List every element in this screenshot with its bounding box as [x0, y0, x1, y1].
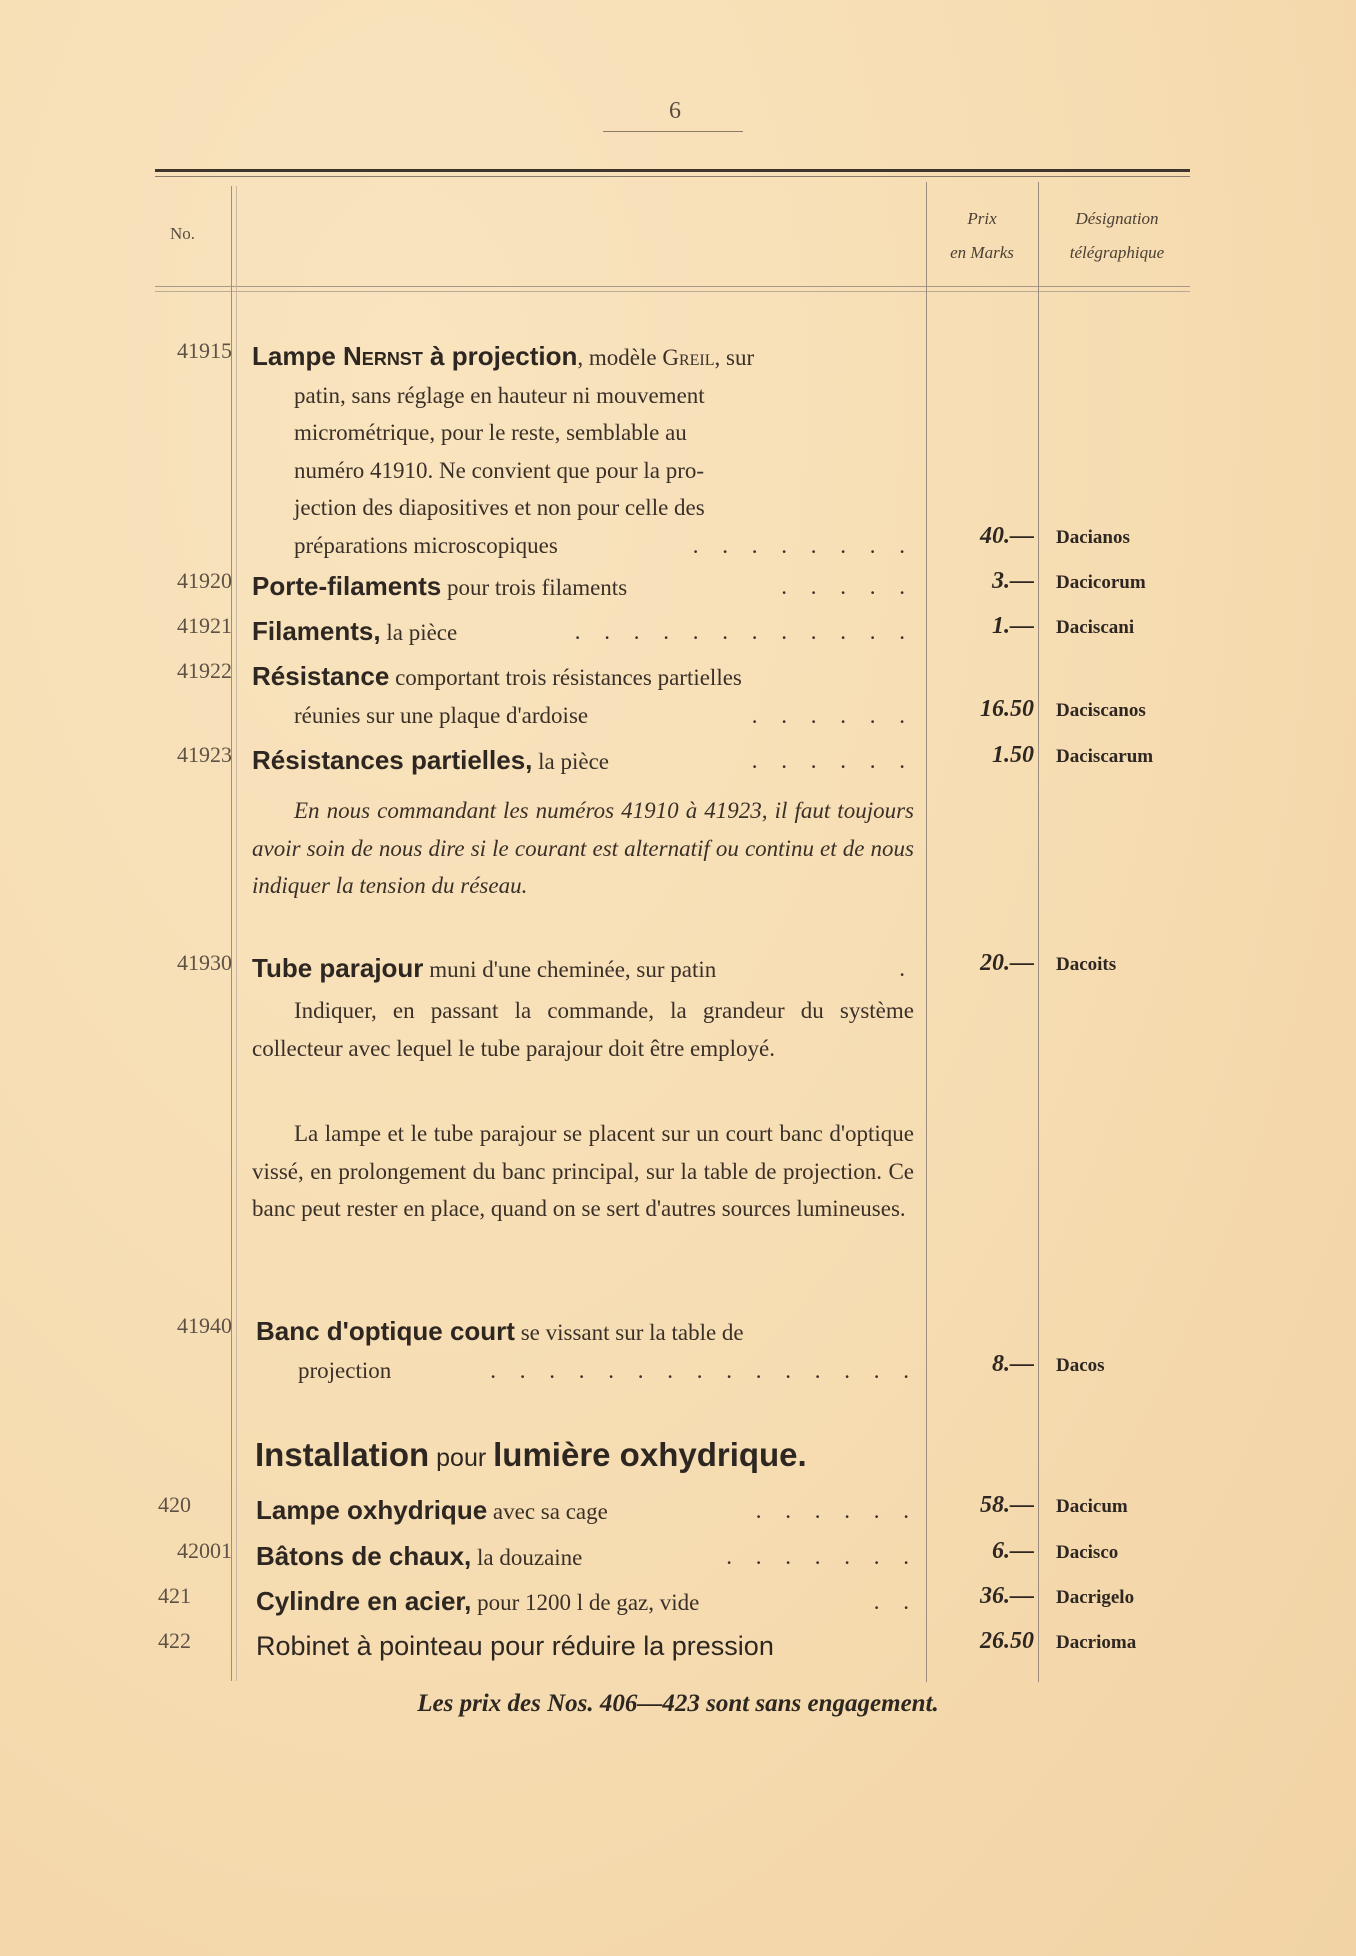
item-title: Tube parajour	[252, 953, 424, 983]
item-number: 41923	[177, 742, 232, 767]
item-number: 41930	[177, 950, 232, 975]
leader-dots: . . . . . . . .	[692, 532, 914, 558]
item-description	[256, 1628, 918, 1667]
item-text: , sur	[714, 345, 755, 370]
item-number: 41915	[177, 338, 232, 363]
item-telegraph-code: Dacrigelo	[1056, 1587, 1135, 1608]
item-number: 41940	[177, 1313, 232, 1338]
item-price: 16.50	[980, 696, 1034, 722]
item-text-line	[252, 527, 914, 565]
item-text: muni d'une cheminée, sur patin	[423, 957, 717, 982]
item-title: Filaments,	[252, 616, 381, 646]
item-number: 41921	[177, 613, 232, 638]
item-description	[256, 1538, 918, 1577]
leader-dots: . . . . . .	[751, 748, 914, 773]
column-header-price-line2: en Marks	[950, 243, 1014, 262]
footer-note: Les prix des Nos. 406—423 sont sans engagement.	[417, 1690, 939, 1717]
leader-dots: . . . . . . . . . . . . . . .	[490, 1357, 918, 1383]
item-text: comportant trois résistances partielles	[389, 665, 742, 690]
item-line	[252, 950, 716, 989]
item-title: Résistance	[252, 661, 390, 691]
item-number: 42001	[177, 1538, 232, 1563]
column-header-price	[930, 202, 1034, 270]
item-text: projection	[298, 1357, 392, 1383]
item-line	[252, 613, 457, 652]
item-price: 6.—	[992, 1538, 1034, 1564]
item-title-part: à projection	[422, 341, 578, 371]
column-header-price-line1: Prix	[967, 209, 997, 228]
item-description	[256, 1313, 918, 1389]
item-title-part: Lampe	[252, 341, 344, 371]
item-description	[252, 658, 914, 734]
item-description	[252, 950, 914, 989]
item-description	[256, 1492, 918, 1531]
page-number: 6	[669, 98, 681, 124]
column-header-designation-line1: Désignation	[1075, 209, 1159, 228]
parajour-note: Indiquer, en passant la commande, la grandeur du système collecteur avec lequel le tube parajour doit être employé.	[252, 998, 914, 1061]
table-top-rule-thin	[155, 176, 1190, 177]
item-text-line: micrométrique, pour le reste, semblable au	[294, 420, 687, 445]
item-title: Lampe oxhydrique	[256, 1495, 488, 1525]
item-price: 26.50	[980, 1628, 1034, 1654]
item-text: la pièce	[380, 620, 458, 645]
item-number: 421	[158, 1583, 191, 1608]
item-text-line	[252, 697, 914, 735]
section-title-small: pour	[429, 1444, 494, 1472]
item-title	[252, 341, 577, 371]
item-telegraph-code: Dacrioma	[1056, 1632, 1137, 1653]
item-description	[252, 568, 914, 607]
item-telegraph-code: Daciscanos	[1056, 700, 1146, 721]
item-line	[252, 568, 627, 607]
item-text: préparations microscopiques	[294, 532, 558, 558]
item-price: 40.—	[980, 523, 1034, 549]
item-telegraph-code: Dacicorum	[1056, 572, 1146, 593]
item-price: 58.—	[980, 1492, 1034, 1518]
item-number: 422	[158, 1628, 191, 1653]
item-text: pour 1200 l de gaz, vide	[471, 1590, 700, 1615]
leader-dots: .	[899, 956, 914, 981]
column-header-designation-line2: télégraphique	[1069, 243, 1165, 262]
item-number: 420	[158, 1492, 191, 1517]
item-text-line	[256, 1352, 918, 1390]
item-text: réunies sur une plaque d'ardoise	[294, 702, 589, 728]
table-top-rule	[155, 169, 1190, 172]
item-price: 8.—	[992, 1351, 1034, 1377]
item-description	[252, 613, 914, 652]
leader-dots: . . . . . . . . . . . .	[574, 619, 914, 644]
header-bottom-rule	[155, 286, 1190, 287]
item-telegraph-code: Dacisco	[1056, 1542, 1119, 1563]
item-text-smallcaps: Greil	[662, 345, 715, 370]
item-line	[256, 1538, 582, 1577]
item-telegraph-code: Dacicum	[1056, 1496, 1128, 1517]
leader-dots: . . . . .	[781, 574, 914, 599]
order-note: En nous commandant les numéros 41910 à 41923, il faut toujours avoir soin de nous dire si le courant est alternatif ou continu et de nous indiquer la tension du réseau.	[252, 798, 914, 898]
column-divider-code	[1038, 182, 1039, 1682]
section-title	[255, 1436, 807, 1474]
item-text-line: patin, sans réglage en hauteur ni mouvement	[294, 382, 705, 408]
column-header-no: No.	[170, 224, 196, 243]
item-text-line: jection des diapositives et non pour celle des	[294, 495, 705, 520]
column-divider-no-inner	[236, 186, 237, 1681]
item-text-line: numéro 41910. Ne convient que pour la pro-	[294, 457, 705, 483]
item-title: Cylindre en acier,	[256, 1586, 472, 1616]
item-price: 20.—	[980, 950, 1034, 976]
item-line	[256, 1583, 699, 1622]
item-line	[252, 742, 609, 781]
column-header-designation	[1042, 202, 1192, 270]
column-divider-price	[926, 182, 927, 1682]
leader-dots: . . . . . .	[755, 1498, 918, 1523]
item-telegraph-code: Daciscarum	[1056, 746, 1154, 767]
item-title: Robinet à pointeau pour réduire la pression	[256, 1631, 774, 1661]
item-price: 1.—	[992, 613, 1034, 639]
leader-dots: . . . . . . .	[726, 1544, 918, 1569]
item-title-smallcaps: Nernst	[343, 341, 423, 371]
bench-note: La lampe et le tube parajour se placent sur un court banc d'optique vissé, en prolongement du banc principal, sur la table de projection. Ce banc peut rester en place, quand on se sert d'autres sources lumineuses.	[252, 1121, 914, 1221]
item-text: , modèle	[577, 345, 663, 370]
item-telegraph-code: Dacoits	[1056, 954, 1117, 975]
item-number: 41922	[177, 658, 232, 683]
header-bottom-rule-thin	[155, 291, 1190, 292]
item-description	[256, 1583, 918, 1622]
item-telegraph-code: Dacos	[1056, 1355, 1105, 1376]
leader-dots: . . . . . .	[751, 702, 914, 728]
item-price: 36.—	[980, 1583, 1034, 1609]
section-title-part: Installation	[255, 1436, 430, 1473]
item-line	[256, 1492, 608, 1531]
item-title: Résistances partielles,	[252, 745, 533, 775]
leader-dots: . .	[873, 1589, 918, 1614]
page-number-rule	[603, 131, 743, 132]
section-title-part: lumière oxhydrique.	[493, 1436, 807, 1473]
item-text: avec sa cage	[487, 1499, 608, 1524]
item-title: Porte-filaments	[252, 571, 442, 601]
item-text: se vissant sur la table de	[514, 1320, 744, 1345]
item-description	[252, 742, 914, 781]
item-telegraph-code: Daciscani	[1056, 617, 1135, 638]
item-description	[252, 338, 914, 564]
item-price: 3.—	[992, 568, 1034, 594]
item-text: la pièce	[532, 749, 610, 774]
item-title: Bâtons de chaux,	[256, 1541, 472, 1571]
item-text: pour trois filaments	[441, 575, 628, 600]
item-text: la douzaine	[471, 1545, 583, 1570]
item-number: 41920	[177, 568, 232, 593]
item-price: 1.50	[992, 742, 1034, 768]
item-title: Banc d'optique court	[256, 1316, 515, 1346]
column-divider-no	[231, 186, 232, 1681]
item-telegraph-code: Dacianos	[1056, 527, 1130, 548]
